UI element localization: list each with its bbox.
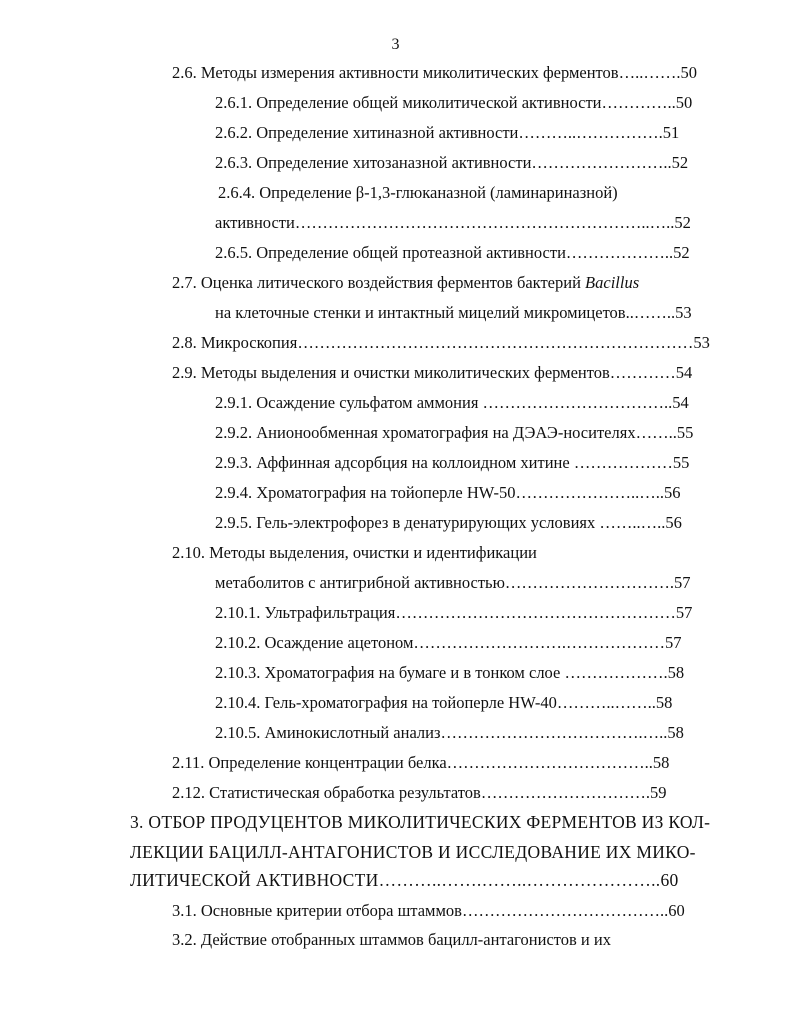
toc-entry-2-10-4: 2.10.4. Гель-хроматография на тойоперле HW-40………..……..58 — [215, 693, 673, 712]
toc-entry-2-10-3: 2.10.3. Хроматография на бумаге и в тонком слое ……………….58 — [215, 663, 685, 682]
toc-entry-2-9-5: 2.9.5. Гель-электрофорез в денатурирующих условиях ……..…..56 — [215, 513, 682, 532]
toc-entry-2-10: метаболитов с антигрибной активностью………………………….57 — [215, 573, 691, 592]
toc-entry-2-10-5: 2.10.5. Аминокислотный анализ……………………………….…..58 — [215, 723, 684, 742]
toc-entry-3-1: 3.1. Основные критерии отбора штаммов………………………………..60 — [172, 901, 685, 920]
toc-entry-2-6-1: 2.6.1. Определение общей миколитической активности…………..50 — [215, 93, 693, 112]
page-number: 3 — [391, 36, 400, 53]
toc-entry-2-9-2: 2.9.2. Анионообменная хроматография на ДЭАЭ-носителях……..55 — [215, 423, 694, 442]
toc-entry-2-6-3: 2.6.3. Определение хитозаназной активности……………………..52 — [215, 153, 689, 172]
toc-entry-2-7: на клеточные стенки и интактный мицелий микромицетов..……..53 — [215, 303, 692, 322]
toc-entry-2-6-4-title: 2.6.4. Определение β-1,3-глюканазной (ламинариназной) — [218, 183, 618, 202]
toc-entry-2-10-1: 2.10.1. Ультрафильтрация……………………………………………57 — [215, 603, 693, 622]
toc-entry-2-9-1: 2.9.1. Осаждение сульфатом аммония ……………………………..54 — [215, 393, 689, 412]
toc-entry-2-7-title: 2.7. Оценка литического воздействия ферментов бактерий Bacillus — [172, 273, 640, 292]
toc-entry-2-9-4: 2.9.4. Хроматография на тойоперле HW-50…………………..…..56 — [215, 483, 681, 502]
toc-entry-2-10-title: 2.10. Методы выделения, очистки и идентификации — [172, 543, 537, 562]
toc-entry-2-6-4: активности………………………………………………………..…..52 — [215, 213, 691, 232]
genus-name: Bacillus — [585, 273, 640, 292]
toc-entry-2-6: 2.6. Методы измерения активности миколитических ферментов…..…….50 — [172, 63, 697, 82]
toc-entry-2-9: 2.9. Методы выделения и очистки миколитических ферментов…………54 — [172, 363, 693, 382]
toc-entry-2-6-5: 2.6.5. Определение общей протеазной активности………………..52 — [215, 243, 690, 262]
toc-entry-2-6-2: 2.6.2. Определение хитиназной активности………..…………….51 — [215, 123, 680, 142]
chapter-3-heading-line-1: 3. ОТБОР ПРОДУЦЕНТОВ МИКОЛИТИЧЕСКИХ ФЕРМЕНТОВ ИЗ КОЛ- — [130, 812, 711, 832]
toc-entry-2-10-2: 2.10.2. Осаждение ацетоном……………………….………………57 — [215, 633, 682, 652]
toc-entry-2-9-3: 2.9.3. Аффинная адсорбция на коллоидном хитине ………………55 — [215, 453, 690, 472]
toc-entry-3-2-title: 3.2. Действие отобранных штаммов бацилл-антагонистов и их — [172, 930, 611, 949]
toc-entry-2-12: 2.12. Статистическая обработка результатов………………………….59 — [172, 783, 667, 802]
toc-entry-2-8: 2.8. Микроскопия………………………………………………………………53 — [172, 333, 710, 352]
chapter-3-heading-line-2: ЛЕКЦИИ БАЦИЛЛ-АНТАГОНИСТОВ И ИССЛЕДОВАНИЕ ИХ МИКО- — [130, 842, 696, 862]
chapter-3-heading-line-3: ЛИТИЧЕСКОЙ АКТИВНОСТИ………..…….……..…………………..60 — [130, 870, 679, 890]
toc-entry-2-11: 2.11. Определение концентрации белка………………………………..58 — [172, 753, 670, 772]
